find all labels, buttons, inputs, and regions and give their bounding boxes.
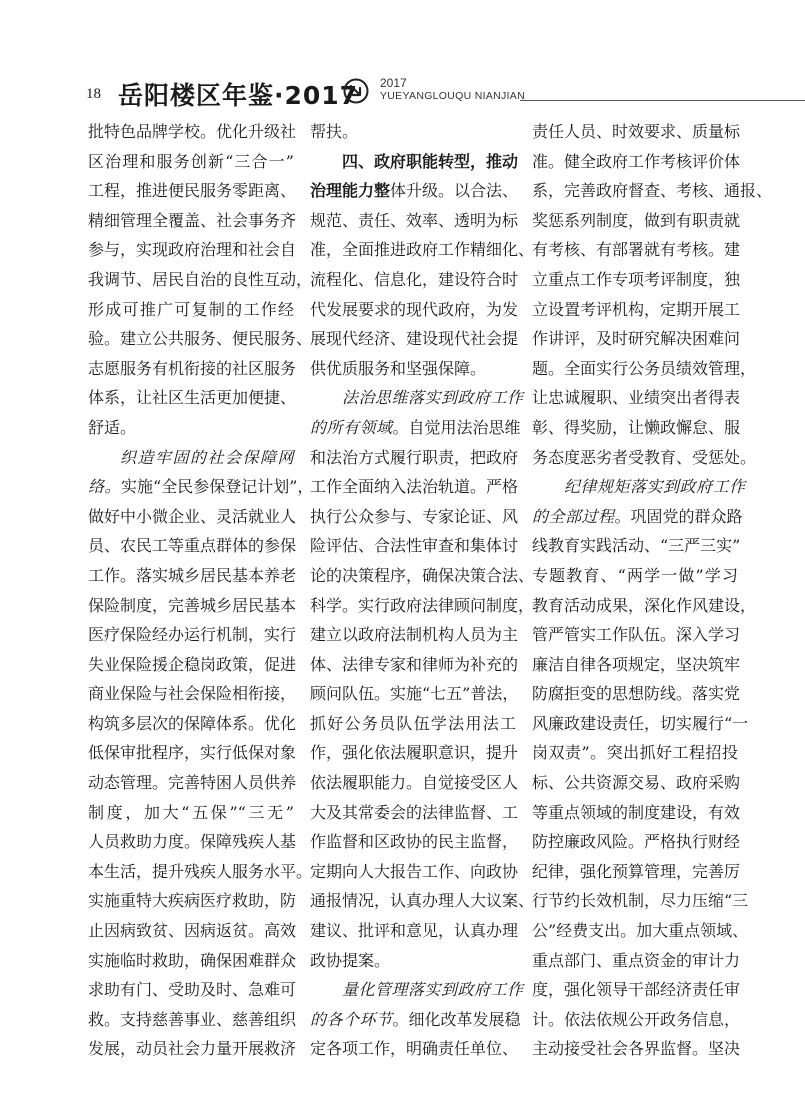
text-line: 代发展要求的现代政府，为发 [310,299,519,319]
text-line: 责任人员、时效要求、质量标 [532,122,741,141]
text-column-3 [532,117,773,1064]
text-line: 立重点工作专项考评制度，独 [532,269,741,289]
text-line: 建立以政府法制机构人员为主 [310,625,519,645]
text-line: 实施临时救助，确保困难群众 [88,950,297,970]
text-line: 纪律规矩落实到政府工作 [564,477,746,497]
text-line: 的各个环节。细化改革发展稳 [310,1009,521,1029]
text-line: 务态度恶劣者受教育、受惩处。 [532,447,757,467]
text-line: 论的决策程序，确保决策合法、 [310,565,535,585]
text-line: 度，强化领导干部经济责任审 [532,980,741,1000]
book-title: 岳阳楼区年鉴·2017 [118,81,359,110]
text-line: 奖惩系列制度，做到有职责就 [532,210,741,230]
text-line: 构筑多层次的保障体系。优化 [88,713,297,733]
text-line: 廉洁自律各项规定，坚决筑牢 [532,654,741,674]
text-line: 形成可推广可复制的工作经 [88,299,294,319]
text-line: 系，完善政府督查、考核、通报、 [532,181,773,201]
text-line: 体、法律专家和律师为补充的 [310,654,519,674]
text-line: 救。支持慈善事业、慈善组织 [88,1009,297,1029]
text-line: 做好中小微企业、灵活就业人 [88,506,297,526]
text-line: 和法治方式履行职责，把政府 [310,447,519,467]
text-line: 低保审批程序，实行低保对象 [88,743,297,763]
text-line: 建议、批评和意见，认真办理 [310,921,519,941]
text-line: 作监督和区政协的民主监督， [310,832,519,852]
text-line: 抓好公务员队伍学法用法工 [310,713,516,733]
text-line: 彰、得奖励，让懒政懈怠、服 [532,417,741,437]
text-line: 让忠诚履职、业绩突出者得表 [532,388,741,408]
text-line: 标、公共资源交易、政府采购 [532,773,741,793]
header-subtitle: YUEYANGLOUQU NIANJIAN [380,90,525,102]
text-line: 定期向人大报告工作、向政协 [310,861,519,881]
text-column-1 [88,117,314,1064]
text-line: 络。实施“全民参保登记计划”， [88,477,314,497]
circle-arrow-icon [343,78,369,104]
text-line: 依法履职能力。自觉接受区人 [310,773,519,793]
text-line: 作，强化依法履职意识，提升 [310,743,519,763]
text-line: 主动接受社会各界监督。坚决 [532,1039,741,1059]
text-line: 教育活动成果，深化作风建设， [532,595,757,615]
text-line: 准，全面推进政府工作精细化、 [310,240,535,260]
text-line: 求助有门、受助及时、急难可 [88,980,297,1000]
text-line: 工作。落实城乡居民基本养老 [88,565,297,585]
text-line: 实施重特大疾病医疗救助，防 [88,891,297,911]
page-number: 18 [86,86,101,102]
text-line: 商业保险与社会保险相衔接， [88,684,297,704]
text-line: 我调节、居民自治的良性互动， [88,269,313,289]
text-line: 志愿服务有机衔接的社区服务 [88,358,297,378]
text-line: 人员救助力度。保障残疾人基 [88,832,297,852]
text-line: 精细管理全覆盖、社会事务齐 [88,210,297,230]
text-line: 本生活，提升残疾人服务水平。 [88,861,313,881]
text-line: 专题教育、“两学一做”学习 [532,565,738,585]
text-line: 的所有领域。自觉用法治思维 [310,417,521,437]
text-line: 管严管实工作队伍。深入学习 [532,625,741,645]
text-line: 防腐拒变的思想防线。落实党 [532,684,741,704]
text-line: 失业保险援企稳岗政策，促进 [88,654,297,674]
text-line: 止因病致贫、因病返贫。高效 [88,921,297,941]
page-header [0,70,805,110]
text-line: 大及其常委会的法律监督、工 [310,802,519,822]
text-line: 医疗保险经办运行机制，实行 [88,625,297,645]
text-line: 动态管理。完善特困人员供养 [88,773,297,793]
text-line: 定各项工作，明确责任单位、 [310,1039,519,1059]
text-line: 等重点领域的制度建设，有效 [532,802,741,822]
text-line: 治理能力整体升级。以合法、 [310,181,519,201]
text-line: 作讲评，及时研究解决困难问 [532,329,741,349]
text-line: 题。全面实行公务员绩效管理， [532,358,757,378]
text-line: 织造牢固的社会保障网 [120,447,294,467]
text-line: 防控廉政风险。严格执行财经 [532,832,741,852]
text-line: 岗双责”。突出抓好工程招投 [532,743,738,763]
text-line: 法治思维落实到政府工作 [342,388,524,408]
text-line: 发展，动员社会力量开展救济 [88,1039,297,1059]
text-line: 的全部过程。巩固党的群众路 [532,506,743,526]
text-line: 顾问队伍。实施“七五”普法， [310,684,519,704]
text-line: 规范、责任、效率、透明为标 [310,210,519,230]
text-line: 舒适。 [88,417,137,437]
text-line: 行节约长效机制，尽力压缩“三 [532,891,749,911]
text-line: 线教育实践活动、“三严三实” [532,536,741,556]
text-line: 计。依法依规公开政务信息， [532,1009,741,1029]
text-line: 科学。实行政府法律顾问制度， [310,595,535,615]
text-line: 纪律，强化预算管理，完善厉 [532,861,741,881]
text-line: 有考核、有部署就有考核。建 [532,240,741,260]
text-line: 工作全面纳入法治轨道。严格 [310,477,519,497]
header-year: 2017 [380,76,407,90]
text-line: 制度，加大“五保”“三无” [88,802,294,822]
text-line: 量化管理落实到政府工作 [342,980,524,1000]
text-line: 区治理和服务创新“三合一” [88,151,294,171]
text-line: 重点部门、重点资金的审计力 [532,950,741,970]
text-line: 流程化、信息化，建设符合时 [310,269,519,289]
text-line: 批特色品牌学校。优化升级社 [88,122,297,141]
text-line: 公”经费支出。加大重点领域、 [532,921,749,941]
text-line: 保险制度，完善城乡居民基本 [88,595,297,615]
text-line: 险评估、合法性审查和集体讨 [310,536,519,556]
text-line: 帮扶。 [310,122,359,141]
text-line: 准。健全政府工作考核评价体 [532,151,741,171]
text-line: 体系，让社区生活更加便捷、 [88,388,297,408]
text-line: 四、政府职能转型，推动 [342,151,519,171]
text-line: 立设置考评机构，定期开展工 [532,299,741,319]
text-line: 政协提案。 [310,950,391,970]
text-line: 通报情况，认真办理人大议案、 [310,891,535,911]
text-line: 验。建立公共服务、便民服务、 [88,329,313,349]
text-line: 参与，实现政府治理和社会自 [88,240,297,260]
text-column-2 [310,117,535,1064]
text-line: 供优质服务和坚强保障。 [310,358,487,378]
text-line: 员、农民工等重点群体的参保 [88,536,297,556]
text-line: 风廉政建设责任，切实履行“一 [532,713,749,733]
text-line: 展现代经济、建设现代社会提 [310,329,519,349]
header-rule [520,100,805,101]
text-line: 执行公众参与、专家论证、风 [310,506,519,526]
text-line: 工程，推进便民服务零距离、 [88,181,297,201]
